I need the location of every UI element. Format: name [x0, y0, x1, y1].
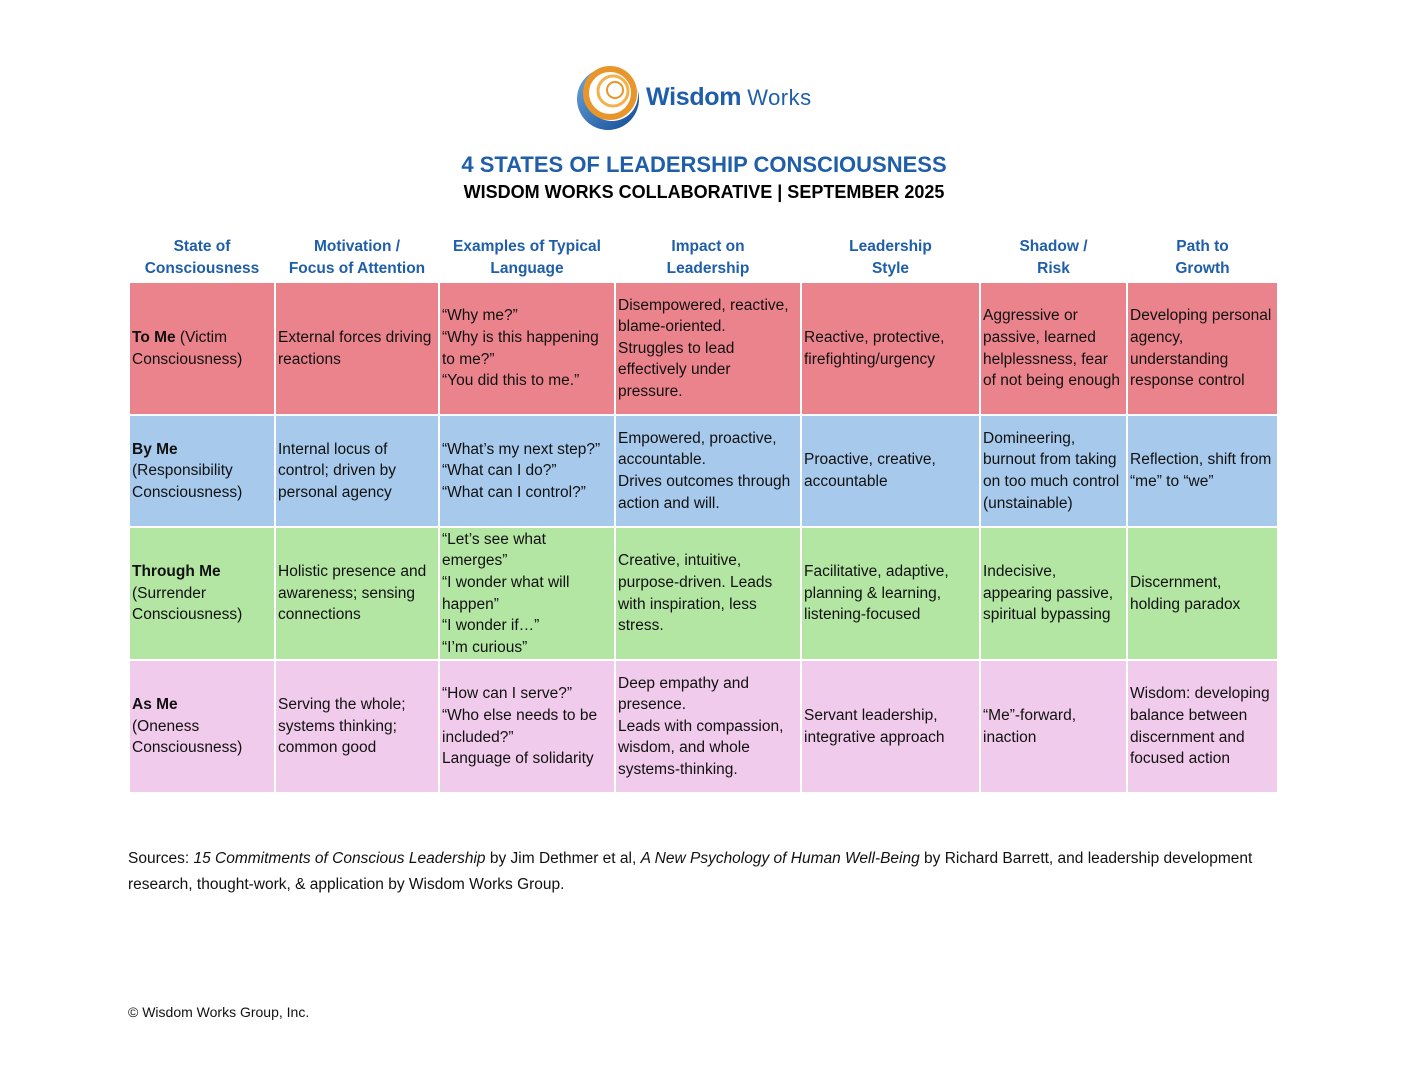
source-book-1: 15 Commitments of Conscious Leadership	[193, 850, 486, 867]
cell-state	[129, 282, 275, 415]
cell-style: Servant leadership, integrative approach	[801, 660, 980, 793]
table-row	[129, 415, 1278, 527]
header-impact	[615, 234, 801, 282]
logo-word-secondary: Works	[747, 84, 812, 110]
header-language	[439, 234, 615, 282]
source-book-2: A New Psychology of Human Well-Being	[640, 850, 920, 867]
cell-impact	[615, 415, 801, 527]
table-header-row	[129, 234, 1278, 282]
state-detail: (Surrender Consciousness)	[132, 584, 243, 624]
language-line: “What can I control?”	[442, 483, 586, 501]
impact-line: Disempowered, reactive, blame-oriented.	[618, 296, 789, 336]
source-rest: by Richard Barrett, and leadership development research, thought-work, & application by Wisdom Works Group.	[128, 850, 1253, 893]
header-motivation	[275, 234, 439, 282]
cell-shadow: Aggressive or passive, learned helplessness, fear of not being enough	[980, 282, 1127, 415]
header-shadow-text: Shadow / Risk	[1019, 237, 1088, 277]
cell-growth: Discernment, holding paradox	[1127, 527, 1278, 660]
header-state	[129, 234, 275, 282]
header-style	[801, 234, 980, 282]
cell-motivation: Serving the whole; systems thinking; common good	[275, 660, 439, 793]
language-line: “Who else needs to be included?”	[442, 706, 598, 746]
language-line: “You did this to me.”	[442, 372, 580, 390]
language-line: “I wonder what will happen”	[442, 573, 570, 613]
cell-growth: Reflection, shift from “me” to “we”	[1127, 415, 1278, 527]
cell-growth: Developing personal agency, understanding response control	[1127, 282, 1278, 415]
cell-motivation: Internal locus of control; driven by personal agency	[275, 415, 439, 527]
wisdom-works-logo	[574, 62, 812, 132]
source-by-1: by Jim Dethmer et al,	[485, 850, 641, 867]
table-row	[129, 660, 1278, 793]
header-shadow	[980, 234, 1127, 282]
language-line: “How can I serve?”	[442, 685, 573, 703]
page-subtitle: WISDOM WORKS COLLABORATIVE | SEPTEMBER 2025	[463, 182, 945, 202]
header-state-text: State of Consciousness	[144, 237, 260, 277]
state-detail: (Victim Consciousness)	[132, 328, 243, 368]
cell-impact	[615, 282, 801, 415]
state-name: Through Me	[132, 563, 221, 581]
cell-style: Proactive, creative, accountable	[801, 415, 980, 527]
cell-state	[129, 527, 275, 660]
table-row	[129, 527, 1278, 660]
swirl-logo-icon	[574, 63, 642, 131]
state-name: As Me	[132, 696, 178, 714]
language-line: “I’m curious”	[442, 638, 528, 656]
cell-shadow: Indecisive, appearing passive, spiritual bypassing	[980, 527, 1127, 660]
header-growth	[1127, 234, 1278, 282]
state-name: To Me	[132, 328, 176, 346]
language-line: “Why me?”	[442, 307, 518, 325]
sources-note	[128, 846, 1288, 898]
language-line: “What’s my next step?”	[442, 440, 601, 458]
header-style-text: Leadership Style	[849, 237, 932, 277]
cell-state	[129, 660, 275, 793]
cell-language	[439, 415, 615, 527]
cell-shadow: Domineering, burnout from taking on too much control (unstainable)	[980, 415, 1127, 527]
header-language-text: Examples of Typical Language	[453, 237, 601, 277]
impact-line: Struggles to lead effectively under pressure.	[618, 339, 735, 400]
cell-motivation: External forces driving reactions	[275, 282, 439, 415]
cell-state	[129, 415, 275, 527]
impact-line: Drives outcomes through action and will.	[618, 473, 791, 512]
state-detail: (Oneness Consciousness)	[132, 717, 243, 757]
table-row	[129, 282, 1278, 415]
language-line: “I wonder if…”	[442, 617, 540, 635]
cell-style: Facilitative, adaptive, planning & learning, listening-focused	[801, 527, 980, 660]
cell-growth: Wisdom: developing balance between discernment and focused action	[1127, 660, 1278, 793]
header-growth-text: Path to Growth	[1175, 237, 1230, 277]
cell-impact	[615, 660, 801, 793]
impact-line: Deep empathy and presence.	[618, 674, 749, 714]
state-name: By Me	[132, 440, 178, 458]
consciousness-table	[128, 234, 1279, 794]
cell-shadow: “Me”-forward, inaction	[980, 660, 1127, 793]
cell-language	[439, 660, 615, 793]
language-line: “Why is this happening to me?”	[442, 328, 599, 368]
page-title: 4 STATES OF LEADERSHIP CONSCIOUSNESS	[461, 152, 947, 177]
header-impact-text: Impact on Leadership	[666, 237, 750, 277]
cell-impact	[615, 527, 801, 660]
state-detail: (Responsibility Consciousness)	[132, 462, 243, 501]
header-motivation-text: Motivation / Focus of Attention	[288, 237, 426, 277]
logo-word-primary: Wisdom	[646, 82, 742, 111]
sources-label: Sources:	[128, 850, 194, 867]
cell-language	[439, 527, 615, 660]
language-line: Language of solidarity	[442, 750, 594, 768]
copyright-notice: © Wisdom Works Group, Inc.	[128, 1004, 310, 1020]
cell-motivation: Holistic presence and awareness; sensing connections	[275, 527, 439, 660]
language-line: “Let’s see what emerges”	[442, 530, 546, 570]
impact-line: Creative, intuitive, purpose-driven. Leads with inspiration, less stress.	[618, 552, 773, 635]
impact-line: Empowered, proactive, accountable.	[618, 429, 777, 469]
logo-wordmark	[646, 83, 812, 112]
cell-language	[439, 282, 615, 415]
cell-style: Reactive, protective, firefighting/urgency	[801, 282, 980, 415]
impact-line: Leads with compassion, wisdom, and whole systems-thinking.	[618, 717, 784, 778]
language-line: “What can I do?”	[442, 462, 557, 480]
